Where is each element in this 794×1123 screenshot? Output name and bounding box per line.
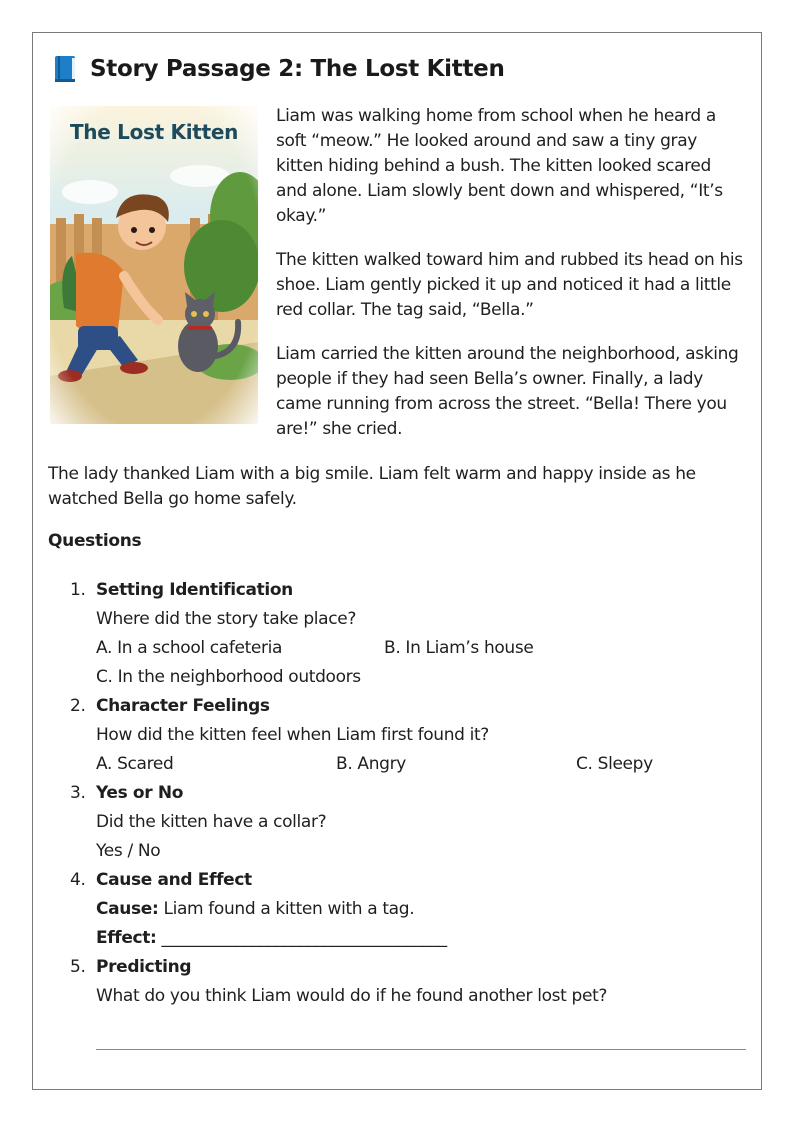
question-3-prompt: Did the kitten have a collar? xyxy=(96,812,327,832)
question-5-answer-line[interactable] xyxy=(96,1049,746,1050)
question-1-prompt: Where did the story take place? xyxy=(96,609,357,629)
questions-heading: Questions xyxy=(48,531,142,551)
question-2-prompt: How did the kitten feel when Liam first found it? xyxy=(96,725,489,745)
question-1-number: 1. xyxy=(70,580,86,600)
question-1-option-a: A. In a school cafeteria xyxy=(96,638,283,658)
question-5-prompt: What do you think Liam would do if he found another lost pet? xyxy=(96,986,608,1006)
page-header xyxy=(54,52,505,86)
question-4-cause xyxy=(96,897,414,921)
question-3-number: 3. xyxy=(70,783,86,803)
question-1-option-c: C. In the neighborhood outdoors xyxy=(96,667,361,687)
story-paragraph-3: Liam carried the kitten around the neighborhood, asking people if they had seen Bella’s owner. Finally, a lady came running from across the street. “Bella! There you are!” she cried. xyxy=(276,344,739,439)
question-3-title: Yes or No xyxy=(96,783,184,803)
question-2-option-b: B. Angry xyxy=(336,754,406,774)
cause-label: Cause: xyxy=(96,899,159,919)
cause-text: Liam found a kitten with a tag. xyxy=(158,899,415,919)
question-5-number: 5. xyxy=(70,957,86,977)
question-4-number: 4. xyxy=(70,870,86,890)
story-paragraph-4: The lady thanked Liam with a big smile. Liam felt warm and happy inside as he watched Bella go home safely. xyxy=(48,464,696,509)
story-paragraph-1: Liam was walking home from school when he heard a soft “meow.” He looked around and saw a tiny gray kitten hiding behind a bush. The kitten looked scared and alone. Liam slowly bent down and whispered, “It’s okay.” xyxy=(276,106,723,226)
question-2-number: 2. xyxy=(70,696,86,716)
question-5-title: Predicting xyxy=(96,957,192,977)
question-1-option-b: B. In Liam’s house xyxy=(384,638,534,658)
illustration-title: The Lost Kitten xyxy=(69,120,239,144)
page-title: Story Passage 2: The Lost Kitten xyxy=(90,56,505,82)
question-1-title: Setting Identification xyxy=(96,580,293,600)
story-paragraph-2: The kitten walked toward him and rubbed its head on his shoe. Liam gently picked it up and noticed it had a little red collar. The tag said, “Bella.” xyxy=(276,250,743,320)
effect-label: Effect: xyxy=(96,928,157,948)
question-3-answer-choices: Yes / No xyxy=(96,841,161,861)
question-2-option-a: A. Scared xyxy=(96,754,174,774)
book-icon xyxy=(54,55,78,83)
kitten-illustration-image xyxy=(50,106,258,424)
question-4-title: Cause and Effect xyxy=(96,870,252,890)
question-4-effect xyxy=(96,926,447,950)
story-illustration xyxy=(50,106,258,424)
question-2-option-c: C. Sleepy xyxy=(576,754,653,774)
question-2-title: Character Feelings xyxy=(96,696,270,716)
effect-answer-blank[interactable]: ___________________________________ xyxy=(156,928,447,948)
